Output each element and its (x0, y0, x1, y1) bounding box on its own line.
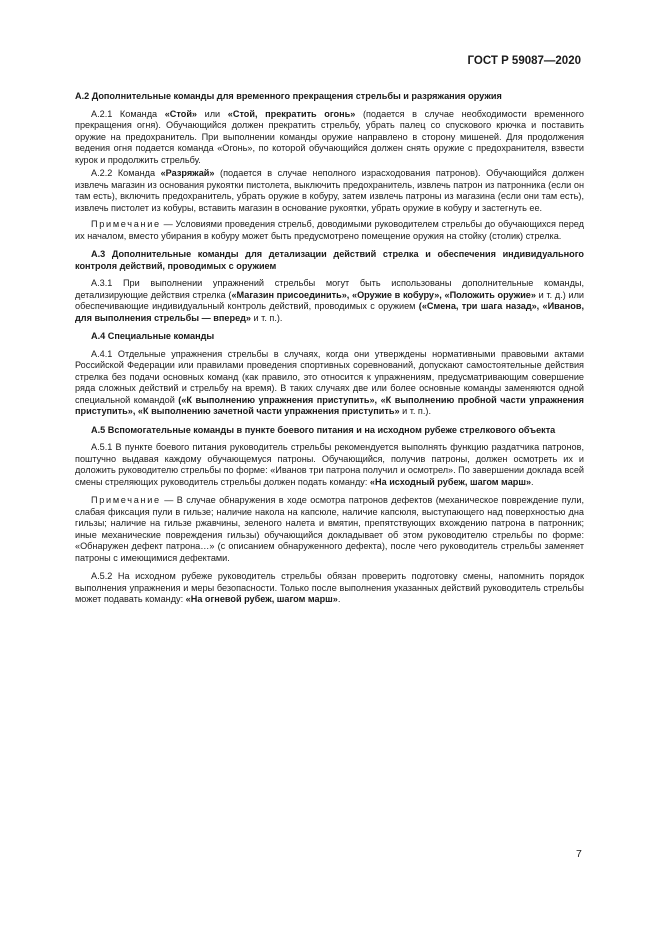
page-number: 7 (576, 848, 582, 860)
section-a3-heading: А.3 Дополнительные команды для детализации действий стрелка и обеспечения индивидуального контроля действий, проводимых с оружием (75, 249, 584, 271)
paragraph-a2-1: А.2.1 Команда «Стой» или «Стой, прекратить огонь» (подается в случае необходимости временного прекращения огня). Обучающийся должен прекратить стрельбу, убрать палец со спускового крючка и поставить оружие на предохранитель. При выполнении команды оружие направлено в сторону мишеней. Для продолжения ведения огня подается команда «Огонь», по которой обучающийся должен снять оружие с предохранителя, взвести курок и продолжить стрельбу. (75, 108, 584, 165)
paragraph-a4-1: А.4.1 Отдельные упражнения стрельбы в случаях, когда они утверждены нормативными правовыми актами Российской Федерации или правилами проведения спортивных соревнований, допускают самостоятельные действия стрелка без подачи основных команд (как правило, это относится к упражнениям, предусматривающим совершение ряда сложных действий и стрельбу на время). В таких случаях две или более основные команды заменяются одной специальной командой («К выполнению упражнения приступить», «К выполнению пробной части упражнения приступить», «К выполнению зачетной части упражнения приступить» и т. п.). (75, 348, 584, 416)
document-body (75, 91, 584, 608)
paragraph-a2-2: А.2.2 Команда «Разряжай» (подается в случае неполного израсходования патронов). Обучающийся должен извлечь магазин из основания рукоятки пистолета, выключить предохранитель, извлечь патрон из патронника (если он там есть), включить предохранитель, убрать оружие в кобуру, затем извлечь патроны из магазина (если они там есть), извлечь пистолет из кобуры, вставить магазин в основание рукоятки, убрать оружие в кобуру и застегнуть ее. (75, 168, 584, 213)
section-a2-heading: А.2 Дополнительные команды для временного прекращения стрельбы и разряжания оружия (75, 91, 502, 101)
note-label: Примечание (91, 495, 161, 505)
paragraph-a5-1: А.5.1 В пункте боевого питания руководитель стрельбы рекомендуется выполнять функцию раздатчика патронов, поштучно выдавая каждому обучающемуся патроны. Обучающийся, получив патроны, должен осмотреть их и доложить руководителю стрельбы по форме: «Иванов три патрона получил и осмотрел». По завершении доклада всей смены стреляющих руководитель стрельбы должен подать команду: «На исходный рубеж, шагом марш». (75, 442, 584, 487)
section-a4-heading: А.4 Специальные команды (91, 331, 215, 341)
note-label: Примечание (91, 219, 161, 229)
paragraph-a3-1: А.3.1 При выполнении упражнений стрельбы могут быть использованы дополнительные команды, детализирующие действия стрелка («Магазин присоединить», «Оружие в кобуру», «Положить оружие» и т. д.) или обеспечивающие индивидуальный контроль действий, проводимых с оружием («Смена, три шага назад», «Иванов, для выполнения стрельбы — вперед» и т. п.). (75, 278, 584, 323)
section-a5-heading: А.5 Вспомогательные команды в пункте боевого питания и на исходном рубеже стрелкового объекта (91, 424, 556, 435)
note-a2: Примечание — Условиями проведения стрельб, доводимыми руководителем стрельбы до обучающихся перед их началом, вместо убирания в кобуру может быть предусмотрено помещение оружия на стойку (столик) стрелка. (75, 219, 584, 241)
document-code: ГОСТ Р 59087—2020 (467, 55, 581, 67)
paragraph-a5-2: А.5.2 На исходном рубеже руководитель стрельбы обязан проверить подготовку смены, напомнить порядок выполнения упражнения и меры безопасности. Только после выполнения указанных действий руководитель стрельбы может подавать команду: «На огневой рубеж, шагом марш». (75, 571, 584, 604)
note-a5: Примечание — В случае обнаружения в ходе осмотра патронов дефектов (механическое повреждение пули, слабая фиксация пули в гильзе; наличие накола на капсюле, наличие капсюля, выступающего над поверхностью дна гильзы; наличие на гильзе ржавчины, зеленого налета и вмятин, препятствующих вхождению патрона в патронник; иные механические повреждения гильзы) обучающийся докладывает об этом руководителю стрельбы по форме: «Обнаружен дефект патрона…» (с описанием обнаруженного дефекта), после чего руководитель стрельбы заменяет патроны с имеющимися дефектами. (75, 495, 584, 563)
